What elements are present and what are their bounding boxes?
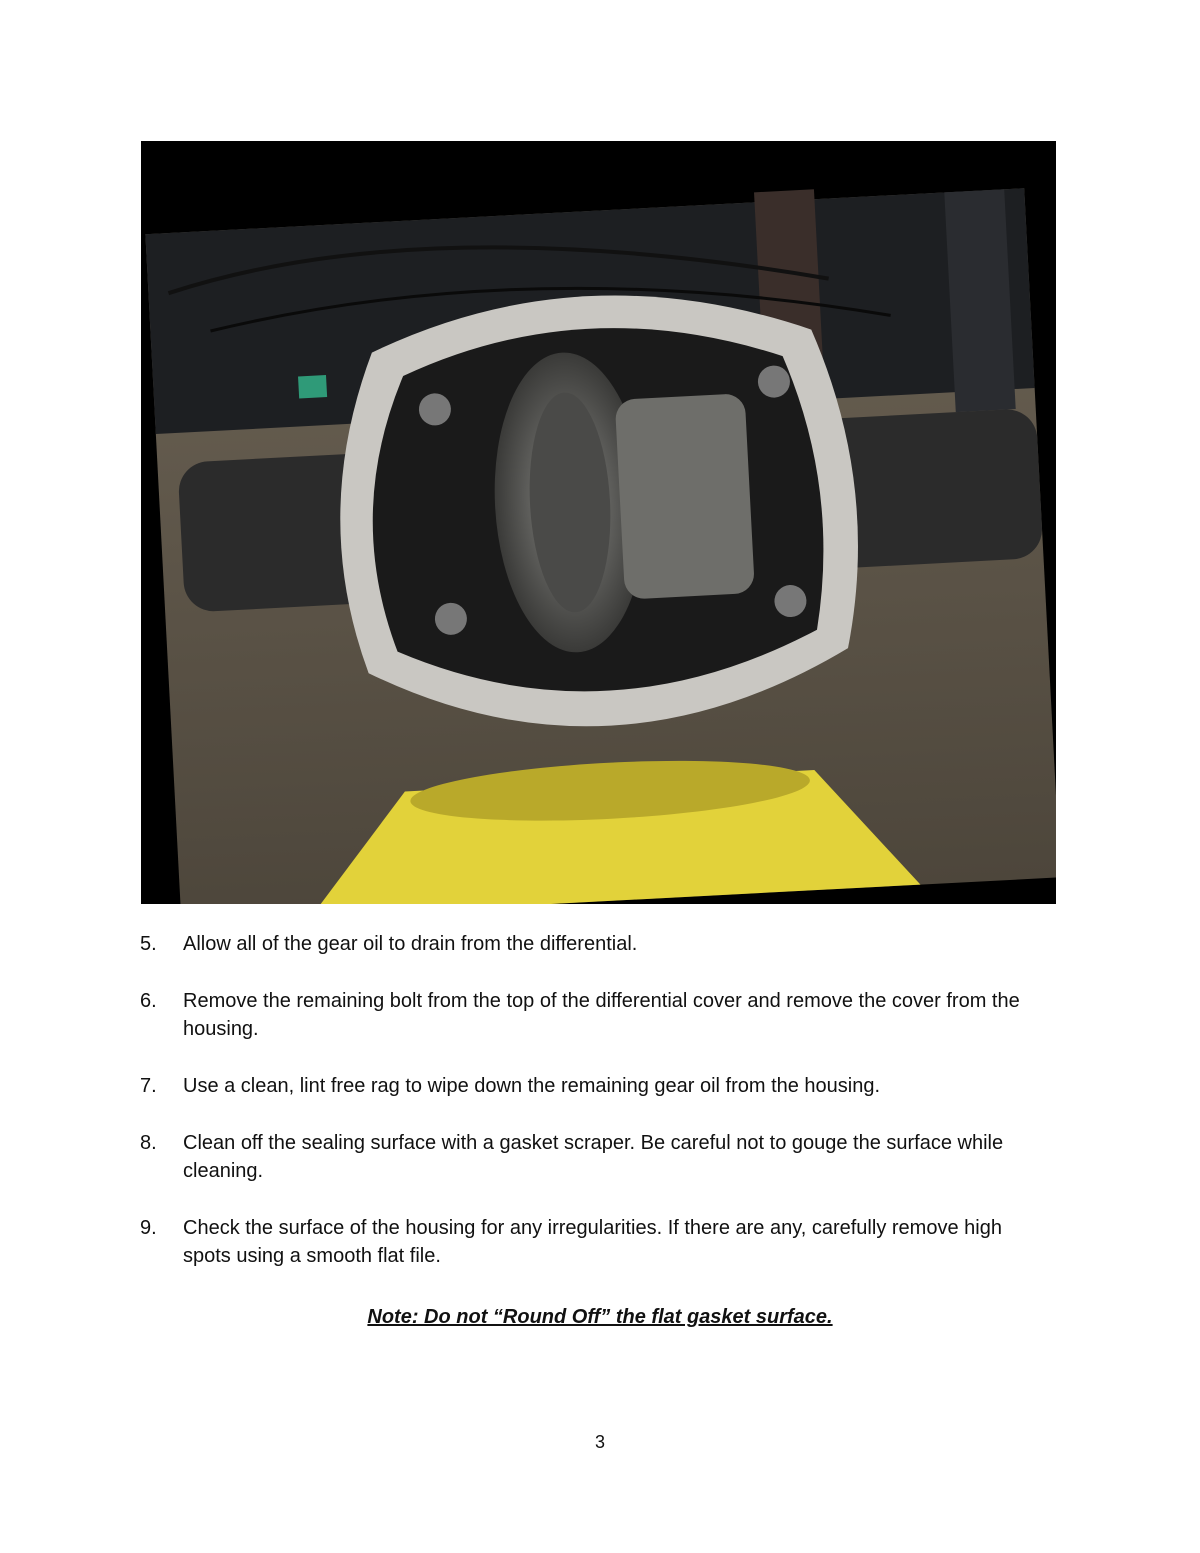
gasket-note: Note: Do not “Round Off” the flat gasket surface. <box>367 1306 833 1328</box>
step-number: 6. <box>140 990 157 1012</box>
step-number: 7. <box>140 1075 157 1097</box>
step-text: Check the surface of the housing for any irregularities. If there are any, carefully remove high spots using a smooth flat file. <box>183 1217 1002 1267</box>
step-text: Remove the remaining bolt from the top of the differential cover and remove the cover from the housing. <box>183 990 1020 1040</box>
step-text: Clean off the sealing surface with a gasket scraper. Be careful not to gouge the surface while cleaning. <box>183 1132 1004 1182</box>
step-number: 5. <box>140 933 157 955</box>
step-text: Use a clean, lint free rag to wipe down the remaining gear oil from the housing. <box>183 1075 881 1097</box>
differential-photo <box>141 141 1056 904</box>
step-text: Allow all of the gear oil to drain from the differential. <box>183 933 638 955</box>
step-8 <box>140 1129 1040 1185</box>
step-5 <box>140 930 1040 958</box>
instruction-steps <box>140 930 1040 1299</box>
step-number: 8. <box>140 1132 157 1154</box>
step-number: 9. <box>140 1217 157 1239</box>
step-9 <box>140 1214 1040 1270</box>
step-6 <box>140 987 1040 1043</box>
page-number: 3 <box>594 1432 605 1452</box>
differential-photo-icon <box>141 141 1056 904</box>
step-7 <box>140 1072 1040 1100</box>
